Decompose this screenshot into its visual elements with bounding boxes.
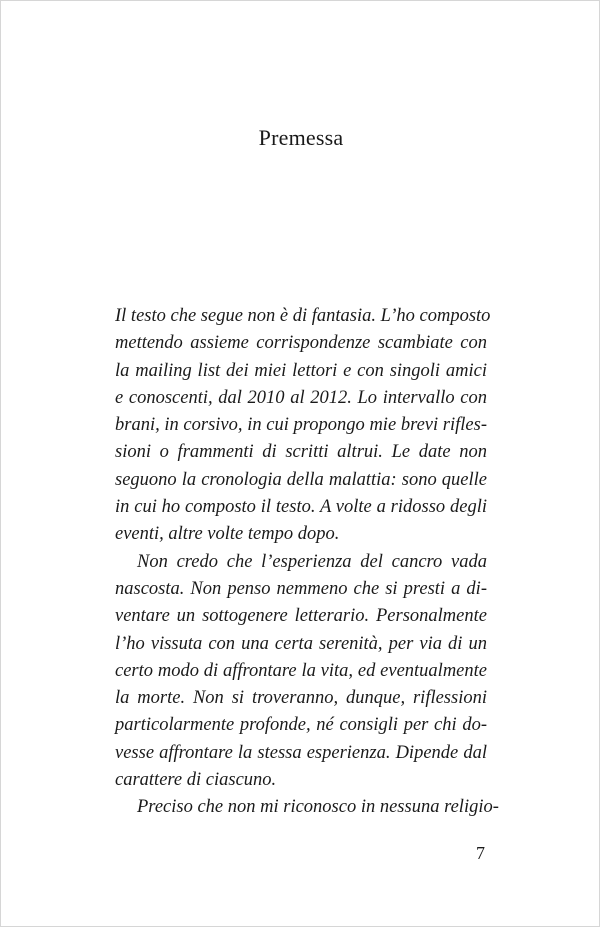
text-line: carattere di ciascuno. — [115, 770, 277, 791]
text-line: nascosta. Non penso nemmeno che si presti a di- — [115, 578, 487, 599]
text-line: in cui ho composto il testo. A volte a ridosso degli — [115, 497, 487, 518]
text-line: Non credo che l’esperienza del cancro vada — [137, 551, 487, 572]
text-line: mettendo assieme corrispondenze scambiate con — [115, 333, 487, 354]
paragraph-1 — [115, 303, 491, 549]
text-line: particolarmente profonde, né consigli per chi do- — [115, 715, 487, 736]
paragraph-3 — [115, 794, 499, 821]
text-line: Preciso che non mi riconosco in nessuna religio- — [137, 797, 499, 818]
text-line: la morte. Non si troveranno, dunque, riflessioni — [115, 688, 487, 709]
text-line: certo modo di affrontare la vita, ed eventualmente — [115, 660, 487, 681]
text-line: vesse affrontare la stessa esperienza. Dipende dal — [115, 742, 487, 763]
paragraph-2 — [115, 549, 487, 795]
chapter-title: Premessa — [258, 125, 344, 150]
text-line: seguono la cronologia della malattia: sono quelle — [115, 469, 487, 490]
text-line: ventare un sottogenere letterario. Personalmente — [115, 606, 487, 627]
text-line: brani, in corsivo, in cui propongo mie brevi rifles- — [115, 415, 487, 436]
text-line: eventi, altre volte tempo dopo. — [115, 524, 340, 545]
text-line: la mailing list dei miei lettori e con singoli amici — [115, 360, 487, 381]
text-line: sioni o frammenti di scritti altrui. Le date non — [115, 442, 487, 463]
body-text — [115, 303, 499, 822]
page-number: 7 — [476, 843, 485, 863]
text-line: l’ho vissuta con una certa serenità, per via di un — [115, 633, 487, 654]
text-line: e conoscenti, dal 2010 al 2012. Lo intervallo con — [115, 387, 487, 408]
text-line: Il testo che segue non è di fantasia. L’ho composto — [115, 306, 491, 326]
